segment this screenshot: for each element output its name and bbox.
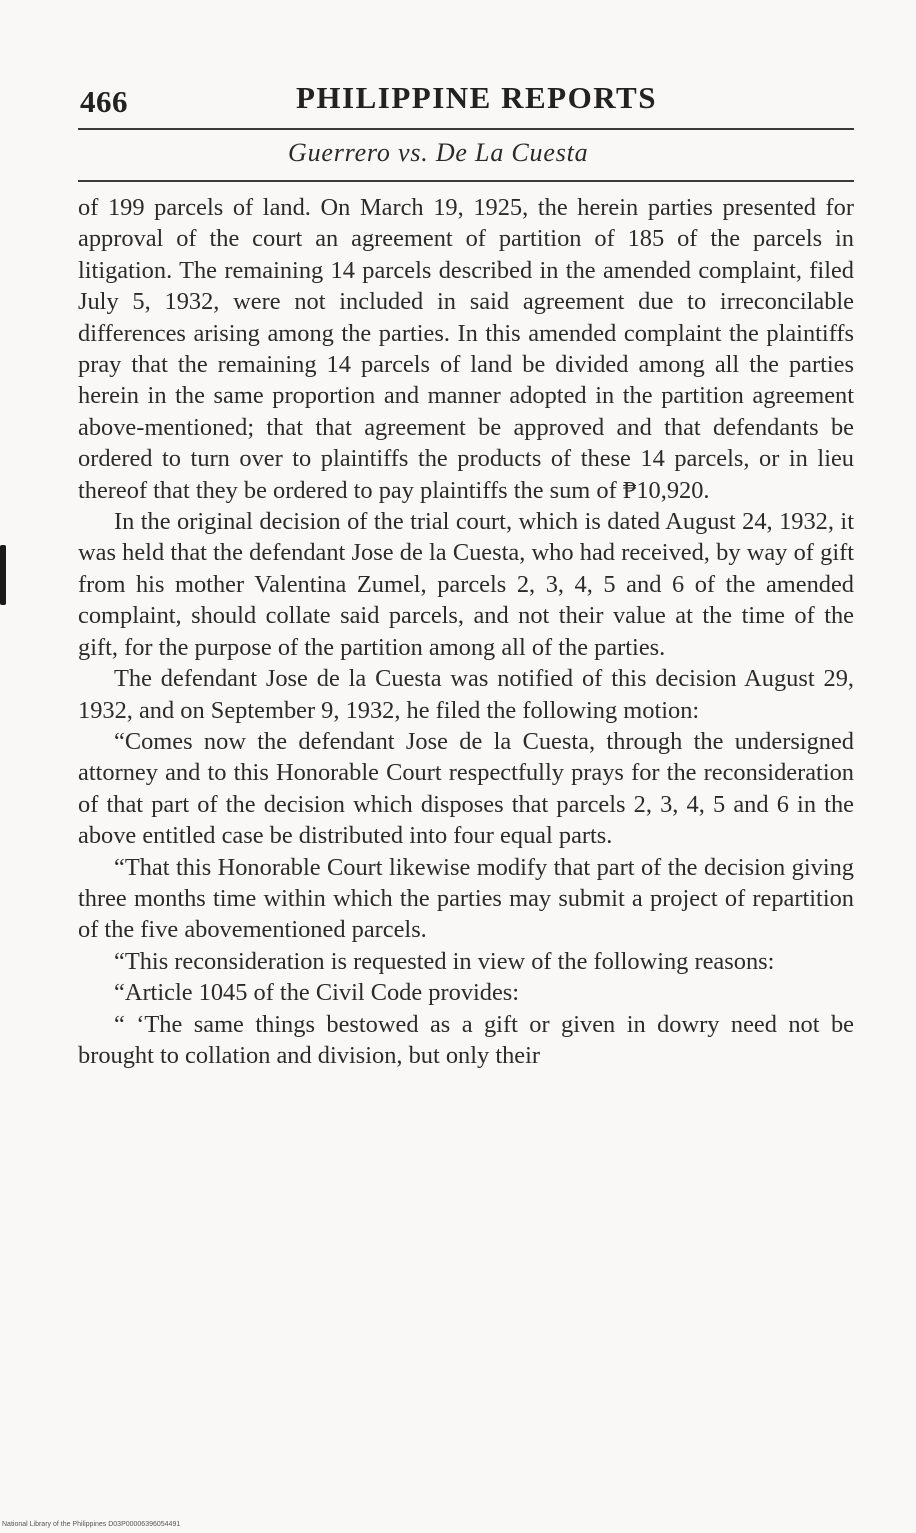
paragraph: of 199 parcels of land. On March 19, 1925, the herein parties presented for approval of the court an agreement of partition of 185 of the parcels in litigation. The remaining 14 parcels described in the amended complaint, filed July 5, 1932, were not included in said agreement due to irreconcilable differences arising among the parties. In this amended complaint the plaintiffs pray that the remaining 14 parcels of land be divided among all the parties herein in the same proportion and manner adopted in the partition agreement above-mentioned; that that agreement be approved and that defendants be ordered to turn over to plaintiffs the products of these 14 parcels, or in lieu thereof that they be ordered to pay plaintiffs the sum of ₱10,920. — [78, 194, 854, 504]
body-text — [78, 192, 854, 1071]
case-title: Guerrero vs. De La Cuesta — [288, 138, 589, 167]
running-head: PHILIPPINE REPORTS — [296, 80, 657, 115]
page-number: 466 — [80, 84, 128, 119]
paragraph: “ ‘The same things bestowed as a gift or given in dowry need not be brought to collation and division, but only their — [78, 1010, 854, 1069]
paragraph: “Comes now the defendant Jose de la Cuesta, through the undersigned attorney and to this Honorable Court respectfully prays for the reconsideration of that part of the decision which disposes that parcels 2, 3, 4, 5 and 6 in the above entitled case be distributed into four equal parts. — [78, 727, 854, 850]
paragraph: In the original decision of the trial court, which is dated August 24, 1932, it was held that the defendant Jose de la Cuesta, who had received, by way of gift from his mother Valentina Zumel, parcels 2, 3, 4, 5 and 6 of the amended complaint, should collate said parcels, and not their value at the time of the gift, for the purpose of the partition among all of the parties. — [78, 508, 854, 661]
paragraph: “That this Honorable Court likewise modify that part of the decision giving three months time within which the parties may submit a project of repartition of the five abovementioned parcels. — [78, 853, 854, 944]
header-rule-bottom — [78, 180, 854, 182]
paragraph: “Article 1045 of the Civil Code provides: — [114, 979, 520, 1007]
scan-identifier: National Library of the Philippines D03P00006396054491 — [2, 1521, 181, 1528]
paragraph: “This reconsideration is requested in view of the following reasons: — [114, 947, 775, 975]
scan-edge-mark — [0, 545, 6, 605]
paragraph: The defendant Jose de la Cuesta was notified of this decision August 29, 1932, and on September 9, 1932, he filed the following motion: — [78, 665, 854, 724]
header-rule-top — [78, 128, 854, 130]
